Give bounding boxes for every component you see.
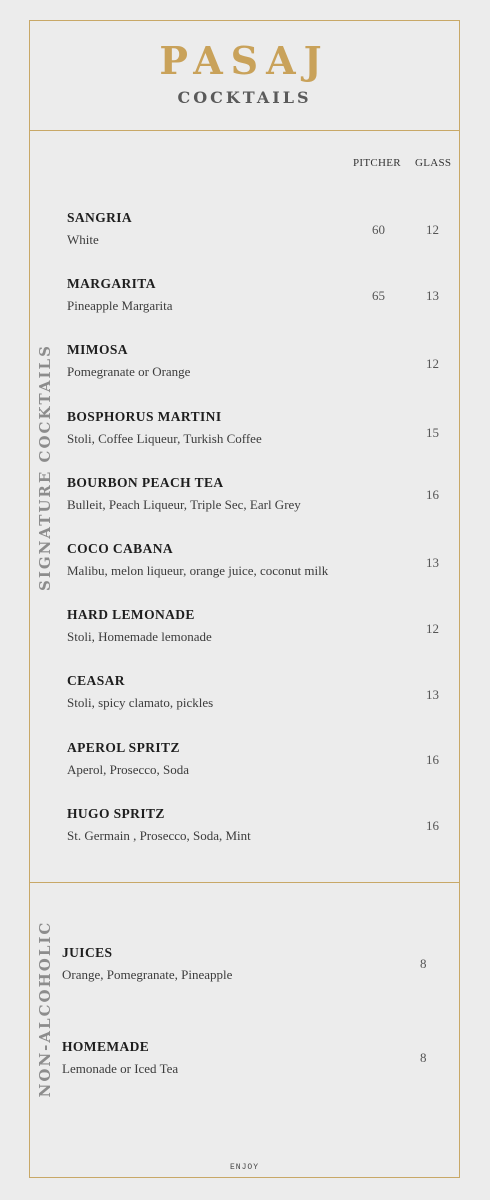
glass-price: 13 [426,288,439,304]
item-name: HARD LEMONADE [67,607,195,623]
menu-item [62,945,232,983]
item-description: Stoli, Homemade lemonade [67,629,212,645]
menu-subtitle: COCKTAILS [177,88,312,107]
glass-price: 12 [426,621,439,637]
glass-price: 16 [426,486,439,502]
glass-price: 15 [426,424,439,440]
glass-column-header: GLASS [415,157,452,169]
menu-item [67,475,301,513]
menu-item [67,541,328,579]
left-rule [29,130,30,1178]
menu-item [67,210,132,248]
glass-price: 8 [420,956,427,971]
menu-item [67,409,262,447]
item-description: Stoli, Coffee Liqueur, Turkish Coffee [67,430,262,446]
item-description: White [67,232,99,247]
glass-price: 8 [420,1050,427,1065]
item-name: HUGO SPRITZ [67,805,165,821]
footer-enjoy: ENJOY [229,1163,259,1172]
item-description: Lemonade or Iced Tea [62,1061,179,1076]
brand-title: PASAJ [159,38,330,83]
item-description: Pineapple Margarita [67,298,173,314]
menu-item [67,607,212,645]
item-name: HOMEMADE [62,1039,150,1054]
glass-price: 12 [426,356,439,372]
menu-item [67,276,173,314]
item-name: MIMOSA [67,342,128,358]
item-description: Malibu, melon liqueur, orange juice, coconut milk [67,563,329,578]
item-description: Orange, Pomegranate, Pineapple [62,967,233,982]
item-name: BOSPHORUS MARTINI [67,408,222,424]
glass-price: 13 [426,687,439,703]
menu-item [62,1039,178,1077]
section-divider [29,882,460,883]
pitcher-column-header: PITCHER [353,157,401,169]
item-name: JUICES [62,945,113,960]
item-name: COCO CABANA [67,541,174,556]
glass-price: 13 [426,555,439,570]
item-name: SANGRIA [67,210,133,225]
item-description: Pomegranate or Orange [67,364,191,380]
header-divider [29,130,460,131]
menu-item [67,673,213,711]
glass-price: 12 [426,222,439,237]
menu-frame [29,20,460,1178]
glass-price: 16 [426,751,439,767]
item-name: BOURBON PEACH TEA [67,474,224,490]
glass-price: 16 [426,817,439,833]
menu-item [67,806,251,844]
item-name: MARGARITA [67,276,156,292]
pitcher-price: 60 [372,222,385,237]
item-name: APEROL SPRITZ [67,739,180,755]
pitcher-price: 65 [372,288,385,304]
item-name: CEASAR [67,673,125,689]
item-description: St. Germain , Prosecco, Soda, Mint [67,827,251,843]
signature-section-label: SIGNATURE COCKTAILS [36,344,54,591]
item-description: Stoli, spicy clamato, pickles [67,695,214,711]
menu-item [67,740,189,778]
menu-item [67,342,190,380]
item-description: Bulleit, Peach Liqueur, Triple Sec, Earl Grey [67,496,301,512]
non-alcoholic-section-label: NON-ALCOHOLIC [36,920,54,1098]
item-description: Aperol, Prosecco, Soda [67,761,190,777]
